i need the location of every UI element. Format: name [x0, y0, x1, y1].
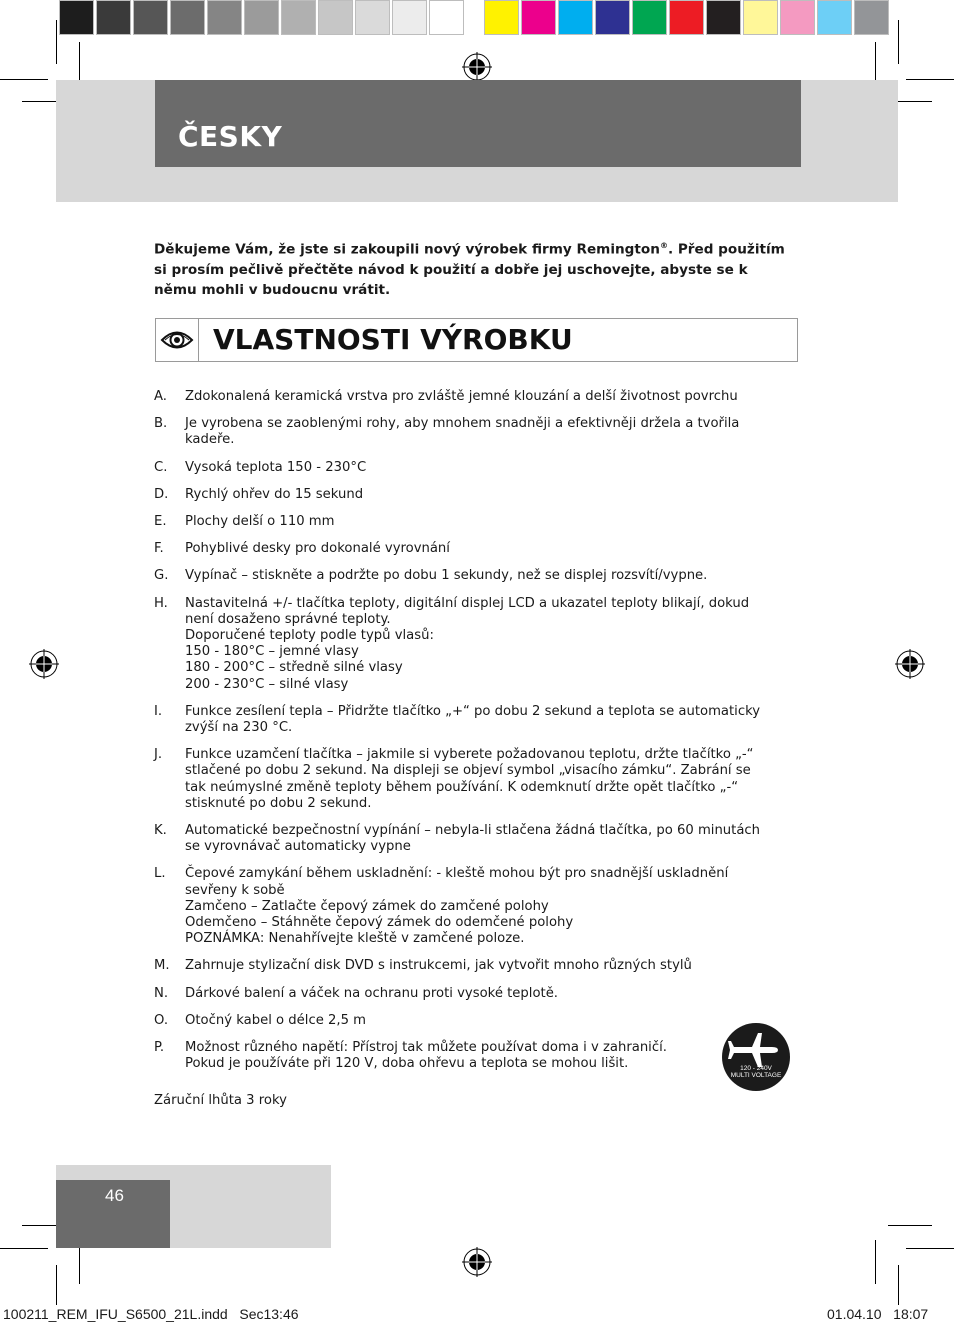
color-swatch [743, 0, 778, 35]
list-item-text [185, 1040, 794, 1072]
eye-icon [155, 318, 199, 362]
color-swatch [817, 0, 852, 35]
list-item-line: Pohyblivé desky pro dokonalé vyrovnání [185, 541, 450, 557]
list-item-line: Zamčeno – Zatlačte čepový zámek do zamčené polohy [185, 898, 549, 914]
list-item [154, 986, 794, 1002]
crop-mark [906, 79, 954, 80]
page-title: ČESKY [178, 120, 283, 153]
list-item-letter: M. [154, 958, 170, 974]
list-item-line: stisknuté po dobu 2 sekund. [185, 795, 372, 811]
list-item-letter: E. [154, 514, 167, 530]
list-item-letter: A. [154, 389, 167, 404]
color-swatch [170, 0, 205, 35]
list-item [154, 747, 794, 812]
list-item-line: Pokud je používáte při 120 V, doba ohřevu a teplota se mohou lišit. [185, 1056, 629, 1072]
list-item-text [185, 487, 794, 503]
date-slug: 01.04.10 18:07 [827, 1306, 929, 1322]
list-item-text [185, 541, 794, 557]
list-item-line: Otočný kabel o délce 2,5 m [185, 1012, 367, 1028]
list-item-letter: D. [154, 486, 169, 502]
list-item-line: Zahrnuje stylizační disk DVD s instrukcemi, jak vytvořit mnoho různých stylů [185, 958, 692, 974]
crop-mark [906, 1248, 954, 1249]
list-item-line: Plochy delší o 110 mm [185, 514, 335, 530]
list-item-text [185, 596, 794, 693]
color-swatch-row [484, 0, 891, 38]
list-item-letter: G. [154, 568, 169, 584]
registration-mark-icon [462, 1247, 492, 1277]
list-item-text [185, 866, 794, 947]
list-item-text [185, 1013, 794, 1029]
list-item [154, 823, 794, 855]
list-item-text [185, 389, 794, 405]
list-item-line: stlačené po dobu 2 sekund. Na displeji se objeví symbol „visacího zámku“. Zabrání se [185, 763, 751, 779]
crop-mark [56, 20, 57, 64]
list-item-text [185, 416, 794, 448]
color-swatch [558, 0, 593, 35]
list-item-letter: N. [154, 985, 169, 1001]
color-swatch [133, 0, 168, 35]
color-swatch [669, 0, 704, 35]
badge-label: MULTI VOLTAGE [730, 1072, 782, 1079]
list-item-line: Funkce uzamčení tlačítka – jakmile si vyberete požadovanou teplotu, držte tlačítko „-“ [185, 747, 754, 763]
list-item-line: Je vyrobena se zaoblenými rohy, aby mnohem snadněji a efektivněji držela a tvořila [185, 416, 740, 432]
list-item-letter: I. [154, 703, 163, 719]
list-item-line: 180 - 200°C – středně silné vlasy [185, 660, 403, 676]
color-swatch [59, 0, 94, 35]
list-item [154, 1040, 794, 1072]
list-item-text [185, 704, 794, 736]
color-swatch [281, 0, 316, 35]
section-icon-cell [155, 318, 199, 362]
crop-mark [0, 1248, 48, 1249]
color-swatch [207, 0, 242, 35]
registered-mark: ® [659, 241, 668, 250]
list-item-line: 200 - 230°C – silné vlasy [185, 676, 349, 692]
color-swatch [355, 0, 390, 35]
list-item-line: Nastavitelná +/- tlačítka teploty, digitální displej LCD a ukazatel teploty blikají, dokud [185, 595, 750, 611]
list-item-line: Vypínač – stiskněte a podržte po dobu 1 sekundy, než se displej rozsvítí/vypne. [185, 568, 708, 584]
registration-mark-icon [29, 649, 59, 679]
warranty-text: Záruční lhůta 3 roky [154, 1093, 287, 1108]
file-slug: 100211_REM_IFU_S6500_21L.indd Sec13:46 [3, 1306, 299, 1322]
list-item-letter: J. [154, 747, 163, 763]
page-number: 46 [105, 1186, 124, 1205]
list-item-line: Doporučené teploty podle typů vlasů: [185, 628, 434, 644]
color-swatch [429, 0, 464, 35]
registration-mark-icon [462, 52, 492, 82]
list-item-letter: H. [154, 595, 168, 611]
list-item-letter: F. [154, 541, 164, 557]
list-item-line: Vysoká teplota 150 - 230°C [185, 459, 367, 475]
color-swatch [484, 0, 519, 35]
list-item-text [185, 460, 794, 476]
color-swatch [632, 0, 667, 35]
list-item-line: Odemčeno – Stáhněte čepový zámek do odemčené polohy [185, 915, 574, 931]
list-item-text [185, 986, 794, 1002]
badge-text [722, 1065, 790, 1079]
list-item-line: Rychlý ohřev do 15 sekund [185, 486, 364, 502]
list-item [154, 487, 794, 503]
page-number-box [56, 1180, 170, 1248]
list-item [154, 514, 794, 530]
list-item-line: zvýší na 230 °C. [185, 720, 293, 736]
intro-text-part2: . Před použitím si prosím pečlivě přečtěte návod k použití a dobře jej uschovejte, abyste se k němu mohli v budoucnu vrátit. [154, 241, 785, 298]
list-item [154, 568, 794, 584]
crop-mark [898, 1265, 899, 1305]
gray-swatch-row [59, 0, 466, 38]
crop-mark [0, 79, 48, 80]
multi-voltage-badge [722, 1023, 790, 1091]
list-item-line: Funkce zesílení tepla – Přidržte tlačítko „+“ po dobu 2 sekund a teplota se automaticky [185, 703, 761, 719]
list-item-text [185, 568, 794, 584]
list-item-line: tak neúmyslné změně teploty během používání. K odemknutí držte opět tlačítko „-“ [185, 779, 739, 795]
list-item-text [185, 747, 794, 812]
list-item-line: Dárkové balení a váček na ochranu proti vysoké teplotě. [185, 985, 558, 1001]
section-title: VLASTNOSTI VÝROBKU [213, 323, 573, 356]
color-swatch [521, 0, 556, 35]
feature-list [154, 389, 794, 1084]
list-item-line: Automatické bezpečnostní vypínání – nebyla-li stlačena žádná tlačítka, po 60 minutách [185, 823, 761, 839]
list-item [154, 1013, 794, 1029]
list-item [154, 958, 794, 974]
list-item-letter: L. [154, 866, 166, 882]
intro-text-part1: Děkujeme Vám, že jste si zakoupili nový výrobek firmy Remington [154, 241, 660, 258]
list-item-text [185, 958, 794, 974]
crop-mark [888, 1225, 932, 1226]
list-item [154, 389, 794, 405]
color-swatch [392, 0, 427, 35]
registration-mark-icon [895, 649, 925, 679]
color-swatch [96, 0, 131, 35]
list-item [154, 866, 794, 947]
list-item-line: se vyrovnávač automaticky vypne [185, 839, 411, 855]
color-swatch [780, 0, 815, 35]
list-item-text [185, 823, 794, 855]
list-item [154, 704, 794, 736]
list-item [154, 541, 794, 557]
list-item-line: kadeře. [185, 432, 235, 448]
list-item-line: sevřeny k sobě [185, 882, 285, 898]
color-swatch [595, 0, 630, 35]
list-item-line: Možnost různého napětí: Přístroj tak můžete používat doma i v zahraničí. [185, 1040, 667, 1056]
list-item-letter: C. [154, 459, 168, 475]
list-item-letter: P. [154, 1040, 165, 1056]
list-item [154, 416, 794, 448]
crop-mark [875, 1240, 876, 1284]
list-item-line: Čepové zamykání během uskladnění: - kleště mohou být pro snadnější uskladnění [185, 866, 729, 882]
list-item-line: POZNÁMKA: Nenahřívejte kleště v zamčené poloze. [185, 931, 525, 947]
crop-mark [898, 20, 899, 64]
list-item-text [185, 514, 794, 530]
list-item-letter: O. [154, 1012, 169, 1028]
list-item-line: Zdokonalená keramická vrstva pro zvláště jemné klouzání a delší životnost povrchu [185, 389, 738, 404]
list-item [154, 596, 794, 693]
color-swatch [244, 0, 279, 35]
intro-paragraph [154, 236, 794, 300]
crop-mark [56, 1265, 57, 1305]
list-item-line: není dosaženo správné teploty. [185, 611, 391, 627]
list-item-line: 150 - 180°C – jemné vlasy [185, 644, 359, 660]
list-item-letter: K. [154, 823, 167, 839]
color-swatch [854, 0, 889, 35]
color-swatch [318, 0, 353, 35]
list-item [154, 460, 794, 476]
color-swatch [706, 0, 741, 35]
list-item-letter: B. [154, 416, 168, 432]
badge-voltage: 120 - 240V [740, 1065, 772, 1072]
